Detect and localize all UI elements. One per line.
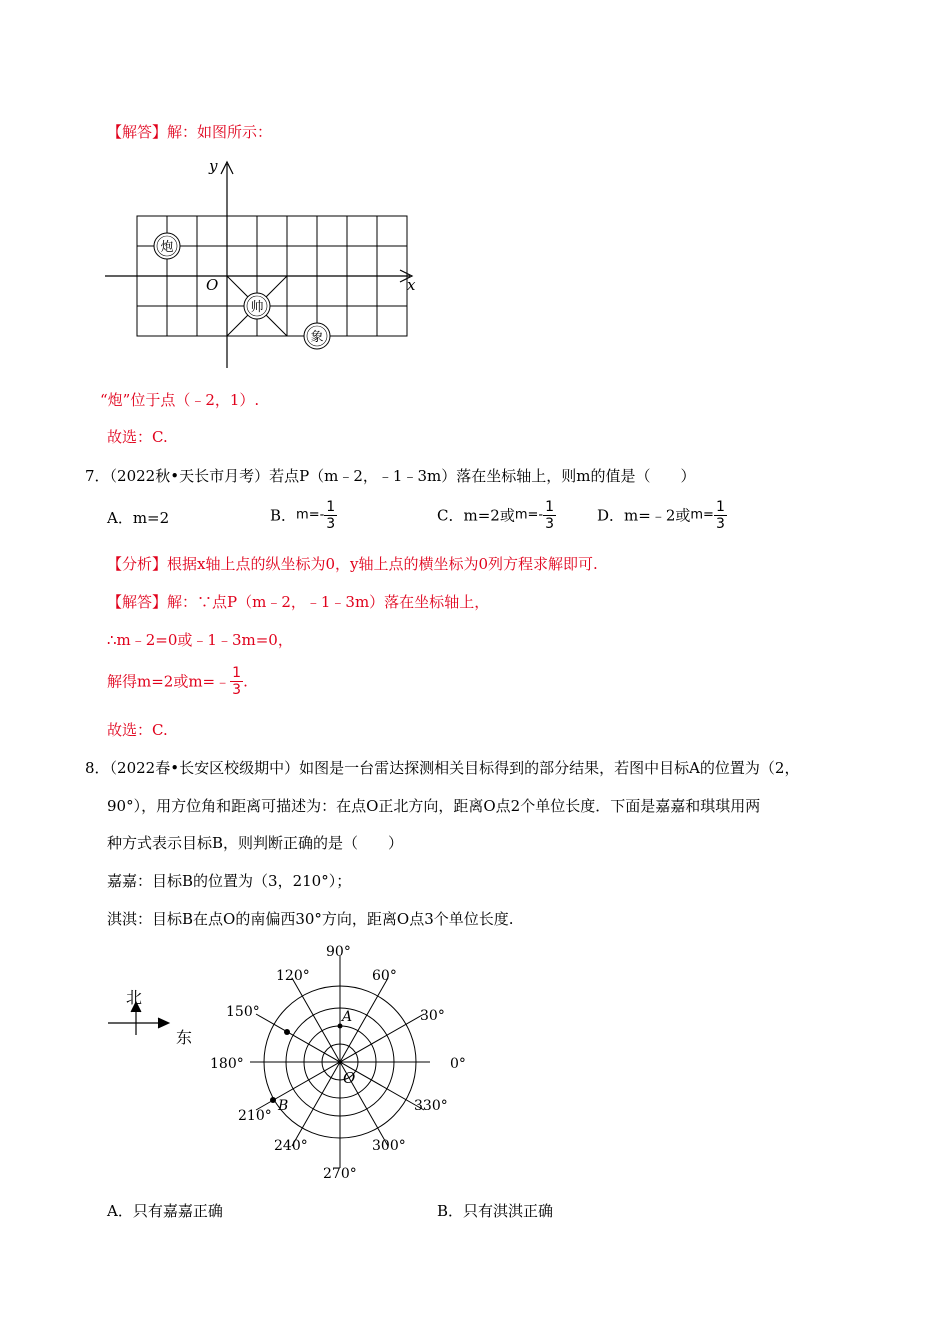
q7-analysis — [107, 554, 598, 574]
option-d-label: D．m=﹣2或 — [597, 506, 691, 525]
jiajia-statement: 嘉嘉：目标B的位置为（3，210°）； — [107, 872, 352, 890]
step-2-suffix: . — [243, 672, 248, 691]
answer-text: 解：如图所示： — [167, 123, 273, 141]
q7-step-2 — [107, 665, 248, 698]
answer-tag: 【解答】 — [107, 593, 168, 611]
chess-piece-xiang — [304, 323, 330, 349]
q7-option-a — [107, 508, 169, 528]
point-b-marker — [270, 1097, 276, 1103]
q7-choice: 故选：C. — [107, 721, 168, 739]
q7-option-c — [437, 499, 556, 532]
angle-label-330: 330° — [414, 1098, 448, 1114]
x-axis-label: x — [407, 276, 416, 294]
origin-label: O — [206, 276, 219, 294]
angle-label-240: 240° — [274, 1138, 308, 1154]
compass-figure — [100, 985, 210, 1055]
chess-piece-shuai — [244, 293, 270, 319]
east-label: 东 — [176, 1028, 193, 1047]
angle-label-270: 270° — [323, 1166, 357, 1182]
analysis-text: 根据x轴上点的纵坐标为0，y轴上点的横坐标为0列方程求解即可. — [167, 555, 598, 573]
point-a-label: A — [342, 1009, 353, 1025]
question-8-stem-line-1: 8．（2022春•长安区校级期中）如图是一台雷达探测相关目标得到的部分结果，若图中目标A的位置为（2， — [85, 759, 800, 777]
q7-step-1: ∴m﹣2=0或﹣1﹣3m=0， — [107, 631, 293, 649]
answer-heading-6 — [107, 122, 272, 142]
question-7-stem: 7．（2022秋•天长市月考）若点P（m﹣2，﹣1﹣3m）落在坐标轴上，则m的值是（ ） — [85, 467, 696, 485]
angle-label-120: 120° — [276, 968, 310, 984]
piece-label: 帅 — [250, 300, 264, 315]
point-b-label: B — [278, 1098, 289, 1114]
angle-label-300: 300° — [372, 1138, 406, 1154]
option-b-label: B． — [270, 506, 297, 525]
option-b-expr: m=- — [296, 507, 325, 523]
q7-option-b — [270, 499, 337, 532]
answer-text: 解：∵点P（m﹣2，﹣1﹣3m）落在坐标轴上， — [167, 593, 490, 611]
q8-option-a: A．只有嘉嘉正确 — [107, 1202, 223, 1220]
angle-label-150: 150° — [226, 1004, 260, 1020]
chess-piece-pao — [154, 233, 180, 259]
q7-answer — [107, 592, 489, 612]
step-2-prefix: 解得m=2或m=﹣ — [107, 672, 231, 691]
fraction: $\frac{1}{3}$ — [715, 499, 725, 532]
origin-label: O — [343, 1069, 356, 1087]
fraction: $\frac{1}{3}$ — [545, 499, 554, 532]
option-a-text: A．m=2 — [107, 509, 170, 527]
answer-tag: 【解答】 — [107, 123, 168, 141]
piece-label: 象 — [310, 330, 324, 345]
angle-label-30: 30° — [420, 1008, 445, 1024]
angle-label-60: 60° — [372, 968, 397, 984]
angle-label-90: 90° — [326, 944, 351, 960]
choice-6: 故选：C. — [107, 428, 168, 446]
y-axis-label: y — [209, 157, 218, 175]
angle-label-210: 210° — [238, 1108, 272, 1124]
radar-figure — [200, 938, 490, 1188]
conclusion-6: “炮”位于点（﹣2，1）. — [100, 391, 260, 409]
fraction: $\frac{1}{3}$ — [232, 665, 242, 698]
question-8-stem-line-3: 种方式表示目标B，则判断正确的是（ ） — [107, 834, 404, 852]
north-label: 北 — [126, 988, 143, 1007]
point-150-marker — [284, 1029, 290, 1035]
question-8-stem-line-2: 90°），用方位角和距离可描述为：在点O正北方向，距离O点2个单位长度．下面是嘉嘉和琪琪用两 — [107, 797, 761, 815]
qiqi-statement: 淇淇：目标B在点O的南偏西30°方向，距离O点3个单位长度. — [107, 910, 514, 928]
analysis-tag: 【分析】 — [107, 555, 168, 573]
angle-label-180: 180° — [210, 1056, 244, 1072]
q7-option-d — [597, 499, 727, 532]
piece-label: 炮 — [160, 240, 174, 255]
option-c-expr: m=- — [514, 507, 544, 523]
angle-label-0: 0° — [450, 1056, 466, 1072]
fraction: $\frac{1}{3}$ — [326, 499, 336, 532]
option-d-expr: m= — [690, 507, 714, 523]
radar-spokes — [250, 956, 430, 1168]
option-c-label: C．m=2或 — [437, 506, 515, 525]
q8-option-b: B．只有淇淇正确 — [437, 1202, 554, 1220]
chess-coordinate-figure — [100, 150, 430, 375]
